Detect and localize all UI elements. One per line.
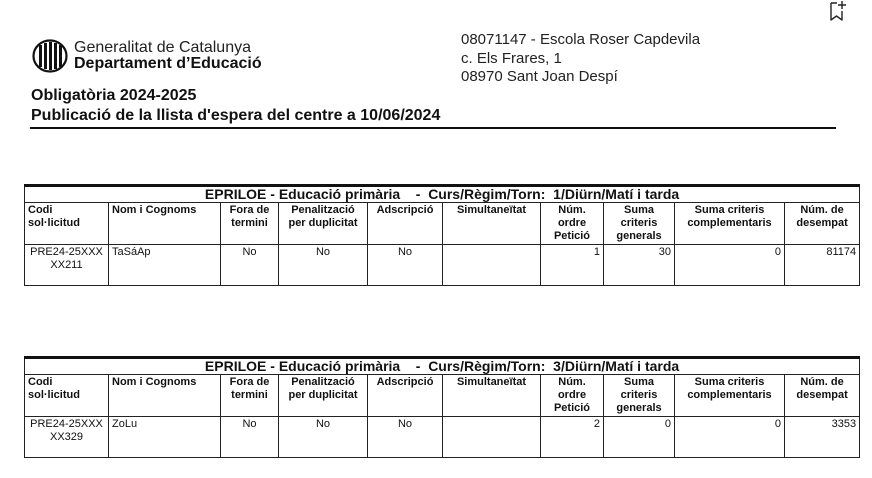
col-header-codi: Codi sol·licitud [25, 203, 109, 245]
col-header-nom: Nom i Cognoms [109, 375, 221, 417]
cell-penalitzacio: No [279, 245, 368, 286]
school-street: c. Els Frares, 1 [461, 49, 562, 67]
col-header-simultaneitat: Simultaneïtat [443, 203, 541, 245]
organization-name [74, 40, 262, 72]
col-header-codi: Codi sol·licitud [25, 375, 109, 417]
waiting-list-table [24, 184, 860, 286]
cell-desempat: 3353 [785, 417, 860, 458]
cell-adscripcio: No [368, 417, 443, 458]
cell-ordre: 2 [541, 417, 604, 458]
cell-codi: PRE24-25XXXXX329 [25, 417, 109, 458]
school-address [461, 31, 700, 87]
cell-fora: No [221, 245, 279, 286]
cell-nom: ZoLu [109, 417, 221, 458]
col-header-penalitzacio: Penalització per duplicitat [279, 203, 368, 245]
col-header-ordre: Núm. ordre Petició [541, 375, 604, 417]
col-header-complementaris: Suma criteris complementaris [675, 375, 785, 417]
cell-generals: 30 [604, 245, 675, 286]
cell-simultaneitat [443, 245, 541, 286]
cell-penalitzacio: No [279, 417, 368, 458]
bookmark-add-icon[interactable] [826, 0, 848, 22]
col-header-complementaris: Suma criteris complementaris [675, 203, 785, 245]
cell-ordre: 1 [541, 245, 604, 286]
school-city: 08970 Sant Joan Despí [461, 68, 618, 85]
cell-complementaris: 0 [675, 417, 785, 458]
col-header-adscripcio: Adscripció [368, 375, 443, 417]
cell-desempat: 81174 [785, 245, 860, 286]
cell-nom: TaSáAp [109, 245, 221, 286]
col-header-fora: Fora de termini [221, 375, 279, 417]
col-header-generals: Suma criteris generals [604, 203, 675, 245]
waiting-list-table [24, 356, 860, 458]
col-header-simultaneitat: Simultaneïtat [443, 375, 541, 417]
cell-simultaneitat [443, 417, 541, 458]
table-caption: EPRILOE - Educació primària - Curs/Règim/Torn: 1/Diürn/Matí i tarda [25, 186, 860, 203]
school-year: Obligatòria 2024-2025 [31, 87, 197, 104]
col-header-desempat: Núm. de desempat [785, 375, 860, 417]
cell-codi: PRE24-25XXXXX211 [25, 245, 109, 286]
table-row [25, 245, 860, 286]
col-header-adscripcio: Adscripció [368, 203, 443, 245]
school-code-name: 08071147 - Escola Roser Capdevila [461, 31, 701, 48]
cell-fora: No [221, 417, 279, 458]
cell-complementaris: 0 [675, 245, 785, 286]
col-header-generals: Suma criteris generals [604, 375, 675, 417]
col-header-nom: Nom i Cognoms [109, 203, 221, 245]
cell-adscripcio: No [368, 245, 443, 286]
generalitat-logo [32, 39, 68, 73]
col-header-penalitzacio: Penalització per duplicitat [279, 375, 368, 417]
cell-generals: 0 [604, 417, 675, 458]
org-line-2: Departament d’Educació [74, 55, 262, 72]
col-header-desempat: Núm. de desempat [785, 203, 860, 245]
title-underline [30, 127, 836, 129]
page-title: Publicació de la llista d'espera del centre a 10/06/2024 [31, 107, 441, 124]
table-row [25, 417, 860, 458]
table-caption: EPRILOE - Educació primària - Curs/Règim/Torn: 3/Diürn/Matí i tarda [25, 358, 860, 375]
col-header-fora: Fora de termini [221, 203, 279, 245]
org-line-1: Generalitat de Catalunya [74, 39, 251, 56]
col-header-ordre: Núm. ordre Petició [541, 203, 604, 245]
